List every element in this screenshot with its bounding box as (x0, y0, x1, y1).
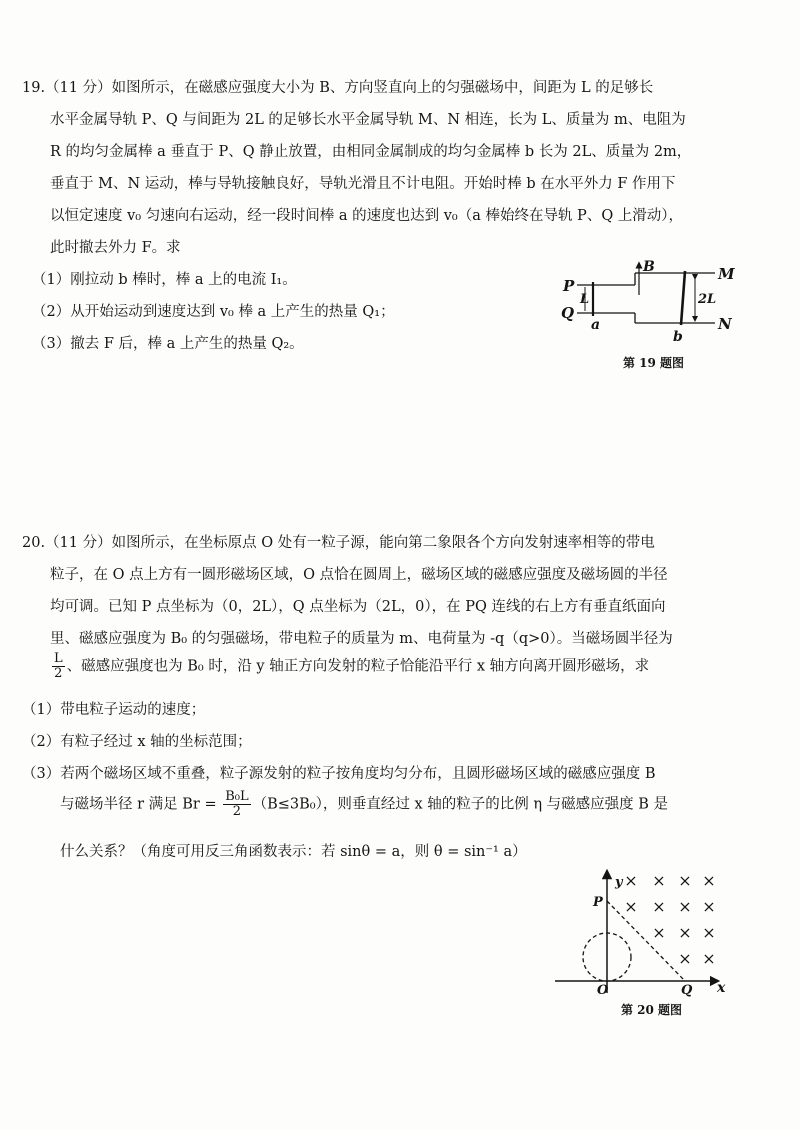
field-cross: × (678, 923, 692, 942)
field-cross: × (702, 923, 716, 942)
field-cross: × (624, 897, 638, 916)
figure-20-drawing (555, 868, 745, 1028)
field-cross: × (702, 897, 716, 916)
field-cross: × (652, 871, 666, 890)
q20-frac-l-over-2 (52, 652, 65, 681)
field-cross: × (624, 871, 638, 890)
q20-sub1: （1）带电粒子运动的速度； (22, 702, 206, 718)
fig19-label-b: b (673, 329, 683, 345)
q20-line-1: 20.（11 分）如图所示，在坐标原点 O 处有一粒子源，能向第二象限各个方向发射速率相等的带电 (22, 535, 655, 551)
fig19-label-Q: Q (561, 304, 575, 322)
fig20-label-x: x (717, 980, 726, 996)
q19-line-2: 水平金属导轨 P、Q 与间距为 2L 的足够长水平金属导轨 M、N 相连，长为 L、质量为 m、电阻为 (50, 112, 686, 128)
q19-line-3: R 的均匀金属棒 a 垂直于 P、Q 静止放置，由相同金属制成的均匀金属棒 b 长为 2L、质量为 2m， (50, 144, 692, 160)
fig20-label-O: O (597, 983, 609, 998)
q20-line-3: 均可调。已知 P 点坐标为（0，2L），Q 点坐标为（2L，0），在 PQ 连线的右上方有垂直纸面向 (50, 599, 666, 615)
fig19-label-B: B (643, 259, 655, 275)
q20-sub3-line2 (60, 790, 668, 819)
q19-line-6: 此时撤去外力 F。求 (50, 240, 181, 256)
q19-sub1: （1）刚拉动 b 棒时，棒 a 上的电流 I₁。 (32, 272, 297, 288)
fig20-caption: 第 20 题图 (621, 1003, 683, 1017)
q19-line-5: 以恒定速度 v₀ 匀速向右运动，经一段时间棒 a 的速度也达到 v₀（a 棒始终在导轨 P、Q 上滑动）， (50, 208, 684, 224)
fig19-label-L: L (580, 292, 590, 307)
fig19-label-a: a (591, 317, 601, 333)
fig19-label-P: P (563, 277, 575, 295)
q19-sub2: （2）从开始运动到速度达到 v₀ 棒 a 上产生的热量 Q₁； (32, 304, 395, 320)
field-cross: × (678, 897, 692, 916)
figure-19 (555, 255, 745, 380)
q20-sub3-frac (223, 790, 250, 819)
q19-sub3: （3）撤去 F 后，棒 a 上产生的热量 Q₂。 (32, 336, 304, 352)
fig19-label-M: M (718, 265, 735, 283)
q20-line-4: 里、磁感应强度为 B₀ 的匀强磁场，带电粒子的质量为 m、电荷量为 -q（q>0）。当磁场圆半径为 (50, 631, 673, 647)
q20-sub3-line1: （3）若两个磁场区域不重叠，粒子源发射的粒子按角度均匀分布，且圆形磁场区域的磁感应强度 B (22, 766, 656, 782)
fig20-label-P: P (593, 895, 603, 910)
field-cross: × (652, 897, 666, 916)
q20-frac-den: 2 (54, 666, 63, 681)
field-cross: × (652, 923, 666, 942)
fig20-label-y: y (615, 875, 623, 890)
q20-line-5 (50, 652, 649, 681)
fig19-label-2L: 2L (698, 292, 717, 307)
field-cross: × (702, 871, 716, 890)
q20-line-5-rest: 、磁感应强度也为 B₀ 时，沿 y 轴正方向发射的粒子恰能沿平行 x 轴方向离开圆形磁场，求 (66, 658, 650, 675)
fig19-caption: 第 19 题图 (623, 356, 685, 370)
q20-sub3-frac-num: B₀L (225, 789, 249, 804)
field-cross: × (678, 949, 692, 968)
field-cross: × (702, 949, 716, 968)
figure-19-drawing (555, 255, 745, 380)
q19-line-4: 垂直于 M、N 运动，棒与导轨接触良好，导轨光滑且不计电阻。开始时棒 b 在水平外力 F 作用下 (50, 176, 676, 192)
fig19-label-N: N (718, 315, 732, 333)
q20-sub3-pre: 与磁场半径 r 满足 Br = (60, 796, 217, 813)
field-crosses (624, 871, 715, 968)
q19-line-1: 19.（11 分）如图所示，在磁感应强度大小为 B、方向竖直向上的匀强磁场中，间距为 L 的足够长 (22, 80, 654, 96)
q20-sub3-line3: 什么关系？（角度可用反三角函数表示：若 sinθ = a，则 θ = sin⁻¹ a） (60, 844, 527, 860)
q20-sub3-frac-den: 2 (232, 804, 242, 819)
q20-sub2: （2）有粒子经过 x 轴的坐标范围； (22, 734, 252, 750)
figure-20 (555, 868, 745, 1028)
field-cross: × (678, 871, 692, 890)
q20-line-2: 粒子，在 O 点上方有一圆形磁场区域，O 点恰在圆周上，磁场区域的磁感应强度及磁场圆的半径 (50, 567, 668, 583)
q20-sub3-post: （B≤3B₀），则垂直经过 x 轴的粒子的比例 η 与磁感应强度 B 是 (252, 796, 669, 813)
fig20-label-Q: Q (681, 983, 693, 998)
q20-frac-num: L (54, 651, 63, 666)
